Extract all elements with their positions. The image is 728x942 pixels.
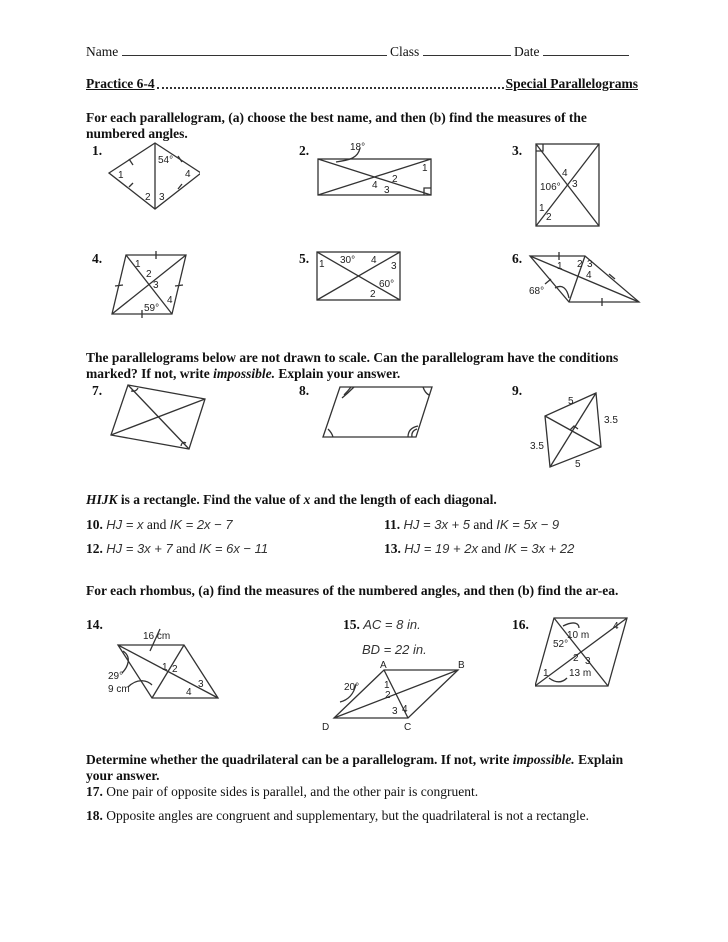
name-field[interactable] [122, 43, 387, 56]
problem-16-number: 16. [512, 617, 529, 632]
problem-8-parallelogram-diagram [320, 383, 435, 441]
problem-5-number: 5. [299, 251, 310, 266]
problem-text: Opposite angles are congruent and supplementary, but the quadrilateral is not a rectangle. [106, 808, 589, 823]
date-label: Date [514, 44, 540, 59]
svg-text:30°: 30° [340, 255, 356, 266]
problem-7-parallelogram-diagram [108, 383, 213, 451]
problem-4-number: 4. [92, 251, 103, 266]
svg-text:18°: 18° [350, 142, 366, 153]
problem-6-number: 6. [512, 251, 523, 266]
svg-text:3: 3 [159, 192, 165, 203]
svg-text:2: 2 [385, 690, 391, 701]
svg-text:2: 2 [577, 259, 583, 270]
problem-15-given-2 [362, 642, 427, 658]
svg-text:106°: 106° [540, 182, 561, 193]
conjunction: and [473, 517, 493, 532]
problem-number: 10. [86, 517, 103, 532]
problem-11 [384, 517, 559, 533]
svg-text:1: 1 [118, 170, 124, 181]
svg-text:D: D [322, 722, 330, 733]
problem-13 [384, 541, 574, 557]
problem-14-number: 14. [86, 617, 103, 632]
expression: IK = 5x − 9 [496, 517, 560, 532]
svg-text:3: 3 [153, 280, 159, 291]
name-label: Name [86, 44, 119, 59]
svg-text:1: 1 [422, 163, 428, 174]
date-field[interactable] [543, 43, 629, 56]
instr-italic: x [303, 492, 311, 507]
problem-3-number: 3. [512, 143, 523, 158]
svg-text:5: 5 [568, 396, 574, 407]
svg-text:2: 2 [392, 174, 398, 185]
practice-number: Practice 6-4 [86, 76, 155, 91]
svg-text:13 m: 13 m [569, 668, 592, 679]
svg-text:3: 3 [585, 656, 591, 667]
svg-text:10 m: 10 m [567, 630, 590, 641]
class-field[interactable] [423, 43, 511, 56]
svg-text:1: 1 [384, 680, 390, 691]
instr-text: Explain your answer. [275, 366, 401, 381]
svg-text:2: 2 [370, 289, 376, 300]
svg-text:9 cm: 9 cm [108, 684, 130, 695]
svg-text:1: 1 [319, 259, 325, 270]
svg-text:3: 3 [572, 179, 578, 190]
problem-number: 17. [86, 784, 103, 799]
instr-italic: impossible. [213, 366, 275, 381]
problem-number: 13. [384, 541, 401, 556]
svg-text:4: 4 [186, 687, 192, 698]
svg-text:60°: 60° [379, 279, 395, 290]
svg-text:4: 4 [371, 255, 377, 266]
svg-text:16 cm: 16 cm [143, 631, 171, 642]
instr-text: Explain your answer. [86, 752, 624, 783]
svg-text:3: 3 [392, 706, 398, 717]
problem-16-rhombus-diagram [535, 614, 635, 689]
svg-text:3: 3 [384, 185, 390, 196]
svg-text:4: 4 [167, 295, 173, 306]
svg-text:4: 4 [372, 180, 378, 191]
conjunction: and [481, 541, 501, 556]
problem-7-number: 7. [92, 383, 103, 398]
instr-text: The parallelograms below are not drawn to scale. Can the parallelogram have the conditions marked? If not, write [86, 350, 619, 381]
problem-12 [86, 541, 268, 557]
instr-text: is a rectangle. Find the value of [117, 492, 304, 507]
problem-5-rectangle-diagram [314, 248, 404, 304]
problem-14-rhombus-diagram [108, 625, 228, 705]
lesson-title: Special Parallelograms [505, 76, 638, 91]
section3-instructions [86, 492, 638, 508]
problem-9-number: 9. [512, 383, 523, 398]
problem-15-rhombus-diagram [318, 660, 468, 735]
svg-text:C: C [404, 722, 412, 733]
svg-text:1: 1 [539, 203, 545, 214]
svg-text:2: 2 [172, 664, 178, 675]
svg-text:3.5: 3.5 [530, 441, 544, 452]
svg-text:3: 3 [587, 259, 593, 270]
svg-text:4: 4 [562, 168, 568, 179]
instr-text: Determine whether the quadrilateral can be a parallelogram. If not, write [86, 752, 513, 767]
dotted-leader [157, 87, 504, 89]
section4-instructions: For each rhombus, (a) find the measures of the numbered angles, and then (b) find the ar-ea. [86, 583, 619, 598]
svg-text:4: 4 [185, 169, 191, 180]
problem-4-rhombus-diagram [110, 248, 205, 318]
problem-3-rectangle-diagram [532, 140, 604, 230]
problem-1-number: 1. [92, 143, 103, 158]
conjunction: and [146, 517, 167, 532]
problem-number: 11. [384, 517, 401, 532]
svg-text:1: 1 [557, 261, 563, 272]
problem-15-given-1 [343, 617, 421, 633]
instr-text: and the length of each diagonal. [310, 492, 497, 507]
svg-text:1: 1 [543, 668, 549, 679]
expression: BD = 22 in. [362, 642, 427, 657]
svg-text:4: 4 [613, 621, 619, 632]
expression: HJ = 3x + 7 [106, 541, 173, 556]
svg-text:1: 1 [162, 662, 168, 673]
svg-text:4: 4 [402, 704, 408, 715]
instr-italic: impossible. [512, 752, 575, 767]
expression: HJ = 19 + 2x [404, 541, 478, 556]
problem-18 [86, 808, 589, 824]
problem-2-number: 2. [299, 143, 310, 158]
problem-10 [86, 517, 233, 533]
problem-number: 18. [86, 808, 103, 823]
instr-italic: HIJK [86, 492, 118, 507]
expression: AC = 8 in. [363, 617, 421, 632]
expression: HJ = 3x + 5 [403, 517, 470, 532]
class-label: Class [389, 44, 420, 59]
problem-6-rhombus-diagram [527, 248, 645, 308]
section1-instructions: For each parallelogram, (a) choose the best name, and then (b) find the measures of the numbered angles. [86, 110, 587, 141]
conjunction: and [176, 541, 196, 556]
svg-text:3: 3 [391, 261, 397, 272]
svg-text:4: 4 [586, 270, 592, 281]
svg-text:3.5: 3.5 [604, 415, 618, 426]
expression: IK = 2x − 7 [169, 517, 233, 532]
expression: IK = 6x − 11 [198, 541, 269, 556]
svg-text:2: 2 [546, 212, 552, 223]
problem-1-rhombus-diagram [105, 140, 200, 215]
svg-text:2: 2 [146, 269, 152, 280]
problem-number: 15. [343, 617, 360, 632]
problem-17 [86, 784, 478, 800]
svg-text:68°: 68° [529, 286, 545, 297]
expression: IK = 3x + 22 [504, 541, 575, 556]
expression: HJ = x [106, 517, 144, 532]
problem-9-parallelogram-diagram [530, 390, 625, 470]
section5-instructions [86, 752, 638, 784]
svg-text:20°: 20° [344, 682, 360, 693]
svg-text:3: 3 [198, 679, 204, 690]
problem-text: One pair of opposite sides is parallel, and the other pair is congruent. [106, 784, 479, 799]
problem-number: 12. [86, 541, 103, 556]
student-info-header [86, 43, 638, 60]
section2-instructions [86, 350, 638, 382]
problem-8-number: 8. [299, 383, 310, 398]
svg-text:59°: 59° [144, 303, 160, 314]
svg-text:2: 2 [145, 192, 151, 203]
worksheet-title [86, 76, 638, 92]
svg-text:2: 2 [573, 653, 579, 664]
svg-text:5: 5 [575, 459, 581, 470]
svg-text:B: B [458, 660, 465, 671]
svg-text:1: 1 [135, 259, 141, 270]
svg-text:A: A [380, 660, 387, 671]
svg-text:29°: 29° [108, 671, 124, 682]
svg-text:54°: 54° [158, 155, 174, 166]
svg-text:52°: 52° [553, 639, 569, 650]
problem-2-rectangle-diagram [312, 140, 437, 200]
